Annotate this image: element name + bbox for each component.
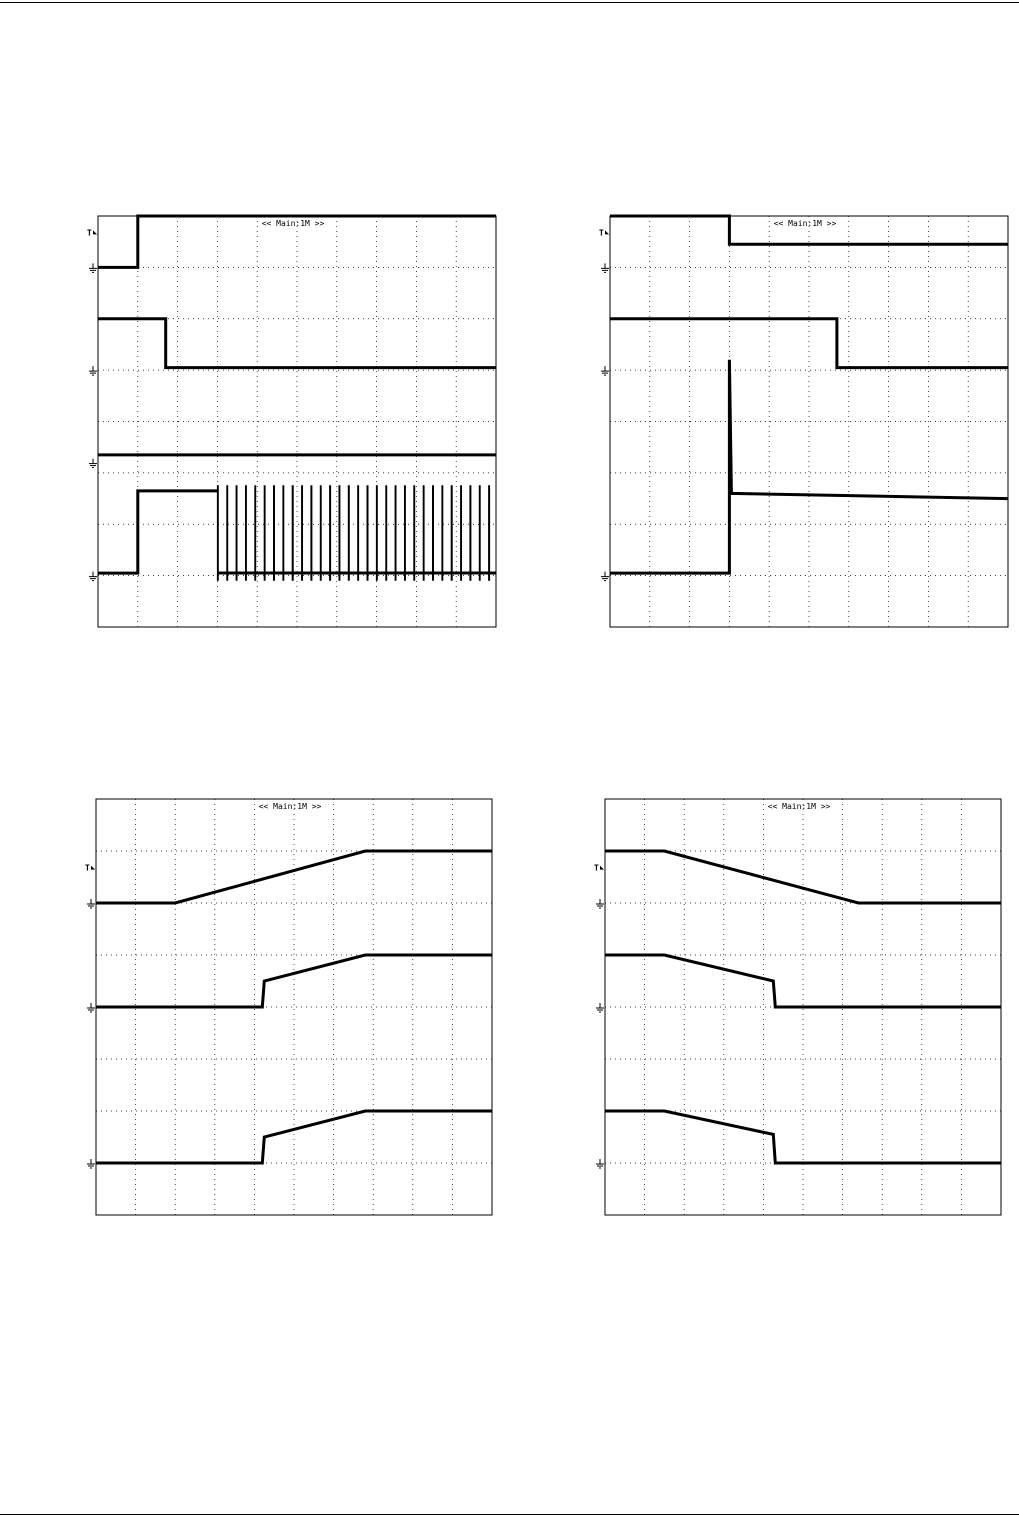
ground-marker-icon: [87, 1003, 95, 1012]
series-trace-4: [98, 491, 217, 573]
trigger-marker-icon: [599, 228, 609, 237]
scope-header-label: << Main:1M >>: [773, 219, 837, 228]
scope-panel-4: [594, 799, 1001, 1215]
scope-panel-2: [599, 216, 1008, 627]
ground-marker-icon: [601, 572, 609, 581]
ground-marker-icon: [89, 366, 97, 375]
scope-panel-1: [87, 216, 496, 627]
trigger-letter: T: [599, 228, 604, 238]
trigger-arrow: [600, 866, 604, 870]
ground-marker-icon: [87, 899, 95, 908]
scope-grid: [98, 216, 496, 627]
scope-grid: [610, 216, 1008, 627]
scope-header-label: << Main:1M >>: [258, 802, 322, 811]
ground-marker-icon: [89, 263, 97, 272]
scope-header-label: << Main:1M >>: [261, 219, 325, 228]
trigger-marker-icon: [87, 228, 97, 237]
trigger-arrow: [605, 230, 609, 234]
trigger-marker-icon: [594, 864, 604, 873]
ground-marker-icon: [89, 459, 97, 468]
ground-marker-icon: [596, 1159, 604, 1168]
scope-header-label: << Main:1M >>: [767, 802, 831, 811]
ground-marker-icon: [601, 263, 609, 272]
switching-pulses: [217, 486, 489, 581]
scope-panel-3: [85, 799, 492, 1215]
ground-marker-icon: [601, 366, 609, 375]
ground-marker-icon: [596, 899, 604, 908]
ground-marker-icon: [596, 1003, 604, 1012]
series-trace-1: [605, 851, 1001, 903]
trigger-letter: T: [87, 228, 92, 238]
series-trace-3: [96, 1111, 492, 1163]
trigger-letter: T: [85, 863, 90, 873]
trigger-marker-icon: [85, 864, 95, 873]
series-trace-1: [96, 851, 492, 903]
trigger-letter: T: [594, 863, 599, 873]
trigger-arrow: [91, 866, 95, 870]
ground-marker-icon: [89, 572, 97, 581]
ground-marker-icon: [87, 1159, 95, 1168]
series-trace-3: [605, 1111, 1001, 1163]
trigger-arrow: [93, 230, 97, 234]
